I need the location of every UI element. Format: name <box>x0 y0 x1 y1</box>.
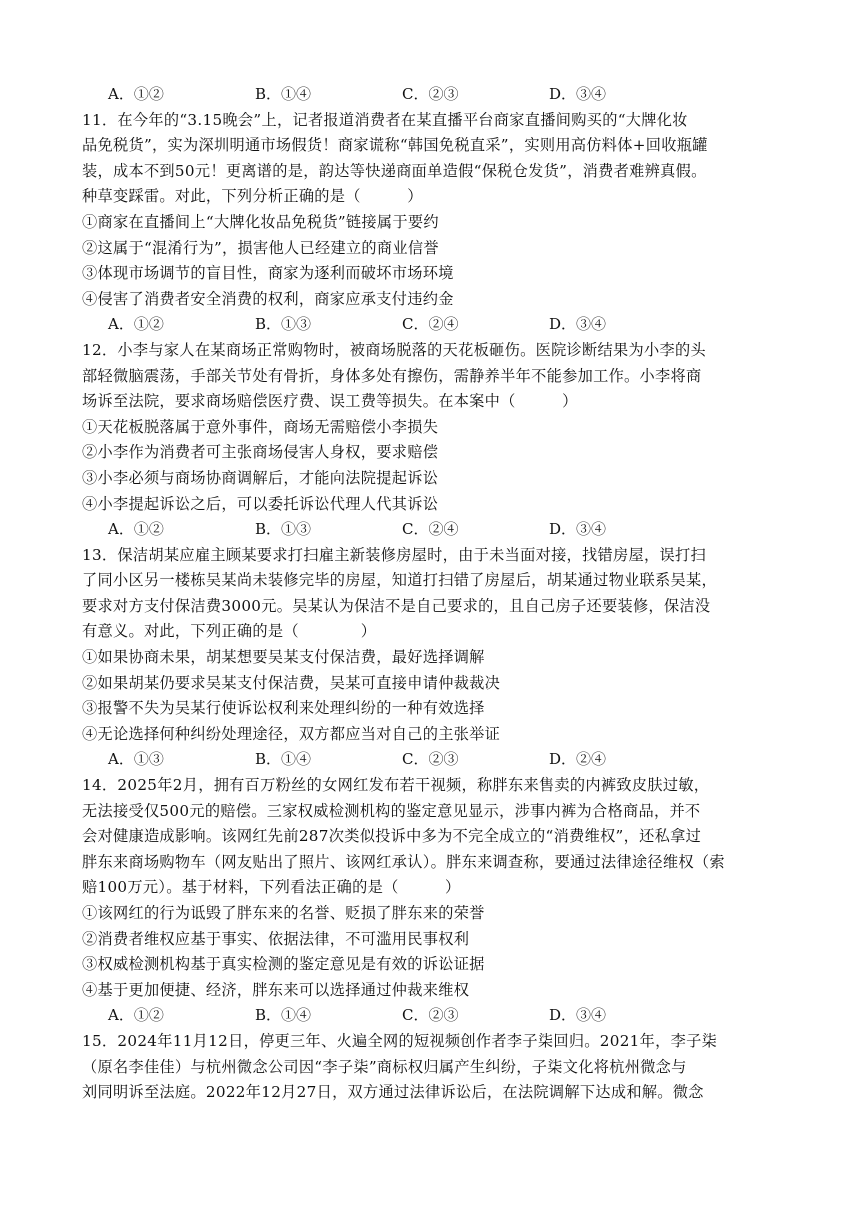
statement-4: ④侵害了消费者安全消费的权利，商家应承支付违约金 <box>82 289 454 308</box>
statement-3: ③报警不失为吴某行使诉讼权利来处理纠纷的一种有效选择 <box>82 699 485 718</box>
option-c: C．②④ <box>402 315 459 334</box>
statement-1: ①如果协商未果，胡某想要吴某支付保洁费，最好选择调解 <box>82 648 485 667</box>
question-stem-line: 刘同明诉至法庭。2022年12月27日，双方通过法律诉讼后，在法院调解下达成和解。微念 <box>82 1083 704 1102</box>
statement-1: ①该网红的行为诋毁了胖东来的名誉、贬损了胖东来的荣誉 <box>82 904 485 922</box>
statement-4: ④基于更加便捷、经济，胖东来可以选择通过仲裁来维权 <box>82 980 470 999</box>
option-b: B．①④ <box>255 1006 312 1025</box>
exam-page <box>82 82 782 1106</box>
question-stem-line: 会对健康造成影响。该网红先前287次类似投诉中多为不完全成立的“消费维权”，还私拿过 <box>82 827 702 846</box>
question-stem-line: 13．保洁胡某应雇主顾某要求打扫雇主新装修房屋时，由于未当面对接，找错房屋，误打扫 <box>82 545 706 564</box>
question-12 <box>82 338 782 543</box>
option-c: C．②④ <box>402 520 459 539</box>
question-stem-line: 12．小李与家人在某商场正常购物时，被商场脱落的天花板砸伤。医院诊断结果为小李的头 <box>82 340 706 359</box>
question-stem-line: 无法接受仅500元的赔偿。三家权威检测机构的鉴定意见显示，涉事内裤为合格商品，并不 <box>82 801 701 820</box>
option-d: D．③④ <box>549 1006 607 1025</box>
answer-options <box>82 747 782 773</box>
question-stem-line: 11．在今年的“3.15晚会”上，记者报道消费者在某直播平台商家直播间购买的“大牌化妆 <box>82 110 688 129</box>
question-stem-line: 胖东来商场购物车（网友贴出了照片、该网红承认）。胖东来调查称，要通过法律途径维权（索 <box>82 852 725 871</box>
question-11 <box>82 108 782 338</box>
question-stem-line: 场诉至法院，要求商场赔偿医疗费、误工费等损失。在本案中（ ） <box>82 392 578 411</box>
option-a: A．①② <box>108 1006 164 1025</box>
question-stem-line: 14．2025年2月，拥有百万粉丝的女网红发布若干视频，称胖东来售卖的内裤致皮肤过敏， <box>82 776 710 795</box>
statement-2: ②如果胡某仍要求吴某支付保洁费，吴某可直接申请仲裁裁决 <box>82 673 501 692</box>
question-stem-line: 品免税货”，实为深圳明通市场假货！商家谎称“韩国免税直采”，实则用高仿料体+回收瓶罐 <box>82 136 708 155</box>
statement-4: ④小李提起诉讼之后，可以委托诉讼代理人代其诉讼 <box>82 494 439 513</box>
statement-3: ③小李必须与商场协商调解后，才能向法院提起诉讼 <box>82 468 439 487</box>
statement-2: ②小李作为消费者可主张商场侵害人身权，要求赔偿 <box>82 443 439 462</box>
statement-3: ③体现市场调节的盲目性，商家为逐利而破坏市场环境 <box>82 264 454 283</box>
question-14 <box>82 773 782 1029</box>
question-stem-line: 赔100万元）。基于材料，下列看法正确的是（ ） <box>82 878 461 897</box>
option-c: C．②③ <box>402 1006 459 1025</box>
question-stem-line: 种草变踩雷。对此，下列分析正确的是（ ） <box>82 187 423 206</box>
question-stem-line: 要求对方支付保洁费3000元。吴某认为保洁不是自己要求的，且自己房子还要装修，保洁没 <box>82 596 711 615</box>
option-a: A．①② <box>108 85 164 103</box>
option-b: B．①③ <box>255 315 312 334</box>
option-b: B．①④ <box>255 750 312 769</box>
option-b: B．①③ <box>255 520 312 539</box>
option-c: C．②③ <box>402 85 459 103</box>
option-a: A．①③ <box>108 750 164 769</box>
option-d: D．③④ <box>549 520 607 539</box>
question-stem-line: 有意义。对此，下列正确的是（ ） <box>82 622 377 641</box>
option-a: A．①② <box>108 520 164 539</box>
statement-3: ③权威检测机构基于真实检测的鉴定意见是有效的诉讼证据 <box>82 955 485 974</box>
option-a: A．①② <box>108 315 164 334</box>
statement-2: ②这属于“混淆行为”，损害他人已经建立的商业信誉 <box>82 238 439 257</box>
option-d: D．②④ <box>549 750 607 769</box>
question-13 <box>82 543 782 773</box>
question-stem-line: 15．2024年11月12日，停更三年、火遍全网的短视频创作者李子柒回归。2021年，李子柒 <box>82 1031 718 1050</box>
option-b: B．①④ <box>255 85 312 103</box>
answer-options <box>82 517 782 543</box>
answer-options <box>82 1003 782 1029</box>
statement-4: ④无论选择何种纠纷处理途径，双方都应当对自己的主张举证 <box>82 724 501 743</box>
option-d: D．③④ <box>549 315 607 334</box>
question-stem-line: 装，成本不到50元！更离谱的是，韵达等快递商面单造假“保税仓发货”，消费者难辨真假。 <box>82 161 707 180</box>
statement-1: ①商家在直播间上“大牌化妆品免税货”链接属于要约 <box>82 212 439 231</box>
question-15 <box>82 1029 782 1106</box>
question-stem-line: 了同小区另一楼栋吴某尚未装修完毕的房屋，知道打扫错了房屋后，胡某通过物业联系吴某， <box>82 571 717 590</box>
answer-options-q10 <box>82 82 782 108</box>
statement-2: ②消费者维权应基于事实、依据法律，不可滥用民事权利 <box>82 929 470 948</box>
option-c: C．②③ <box>402 750 459 769</box>
question-stem-line: （原名李佳佳）与杭州微念公司因“李子柒”商标权归属产生纠纷，子柒文化将杭州微念与 <box>82 1057 687 1076</box>
answer-options <box>82 312 782 338</box>
option-d: D．③④ <box>549 85 607 103</box>
statement-1: ①天花板脱落属于意外事件，商场无需赔偿小李损失 <box>82 417 439 436</box>
question-stem-line: 部轻微脑震荡，手部关节处有骨折，身体多处有擦伤，需静养半年不能参加工作。小李将商 <box>82 366 702 385</box>
